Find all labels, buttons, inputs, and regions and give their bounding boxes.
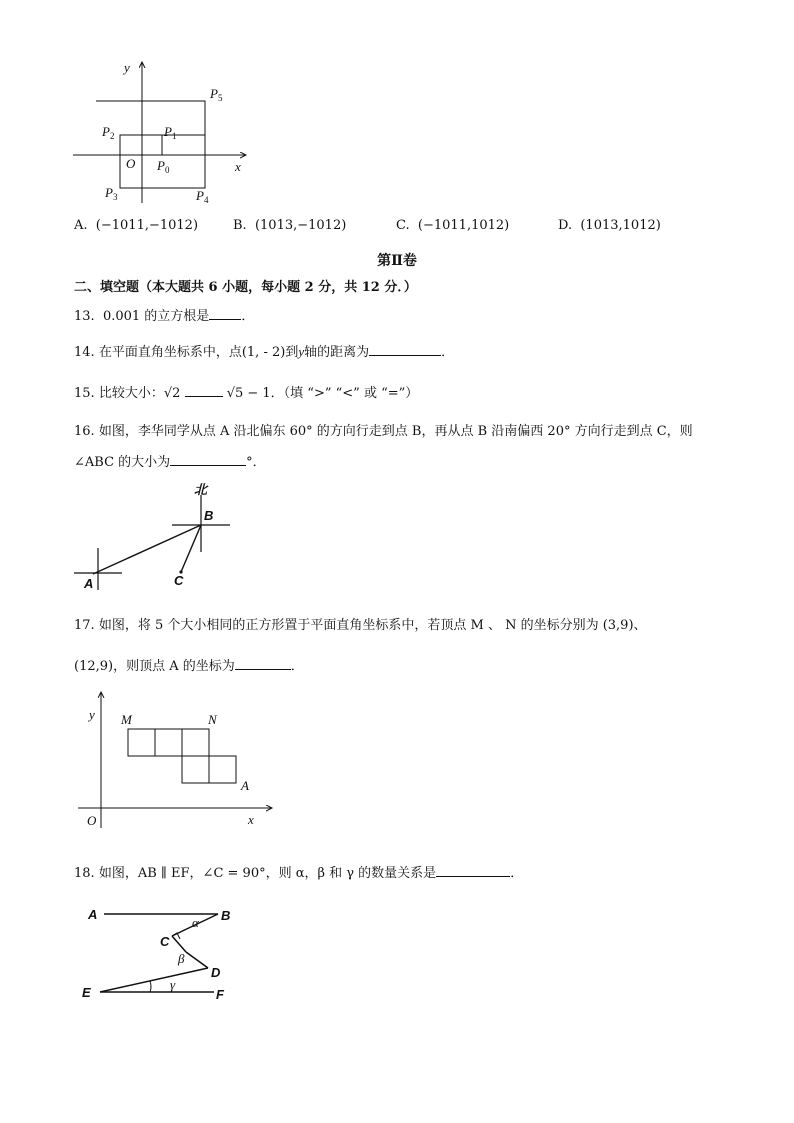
answer-blank[interactable] bbox=[170, 453, 246, 466]
label-p5: $P_5$ bbox=[210, 86, 223, 103]
segment-ed bbox=[100, 968, 208, 992]
answer-blank[interactable] bbox=[436, 864, 510, 877]
q16-direction-figure bbox=[70, 480, 240, 595]
label-b: B bbox=[221, 908, 231, 923]
section-heading: 二、填空题（本大题共 6 小题，每小题 2 分，共 12 分．） bbox=[74, 280, 417, 295]
option-b[interactable]: B. (1013,−1012) bbox=[233, 218, 347, 233]
label-n: N bbox=[208, 712, 217, 727]
question-17-line2: (12,9)，则顶点 A 的坐标为 ． bbox=[74, 659, 304, 674]
label-a: A bbox=[241, 778, 249, 793]
label-x: x bbox=[235, 159, 241, 174]
q17-squares-figure bbox=[78, 688, 278, 833]
q18-parallel-figure bbox=[80, 898, 260, 1008]
answer-blank[interactable] bbox=[185, 384, 223, 397]
question-16-line2: ∠ABC 的大小为 °． bbox=[74, 455, 266, 470]
answer-blank[interactable] bbox=[209, 307, 241, 320]
label-origin: O bbox=[87, 813, 97, 828]
label-north: 北 bbox=[194, 482, 208, 497]
question-15: 15. 比较大小：√2 √5 − 1．（填 “>” “<” 或 “=”） bbox=[74, 386, 419, 401]
question-14: 14. 在平面直角坐标系中，点(1, - 2)到y轴的距离为 ． bbox=[74, 344, 455, 360]
question-17-line1: 17. 如图，将 5 个大小相同的正方形置于平面直角坐标系中，若顶点 M 、 N 的坐标分别为 (3,9)、 bbox=[74, 618, 647, 633]
segment-ab bbox=[93, 525, 201, 574]
answer-blank[interactable] bbox=[369, 343, 441, 356]
label-a: A bbox=[84, 576, 94, 591]
question-18: 18. 如图，AB ∥ EF，∠C = 90°，则 α，β 和 γ 的数量关系是 ． bbox=[74, 866, 524, 881]
label-f: F bbox=[216, 987, 224, 1002]
q12-coordinate-figure bbox=[68, 58, 258, 208]
label-p4: $P_4$ bbox=[196, 188, 209, 205]
question-16-line1: 16. 如图，李华同学从点 A 沿北偏东 60° 的方向行走到点 B，再从点 B 沿南偏西 20° 方向行走到点 C，则 bbox=[74, 424, 693, 439]
label-p3: $P_3$ bbox=[105, 185, 118, 202]
segment-cm bbox=[172, 936, 186, 952]
label-origin: O bbox=[126, 156, 136, 171]
answer-blank[interactable] bbox=[235, 657, 291, 670]
label-m: M bbox=[121, 712, 132, 727]
label-gamma: γ bbox=[170, 977, 176, 992]
label-p1: $P_1$ bbox=[164, 124, 177, 141]
label-a: A bbox=[88, 907, 98, 922]
label-c: C bbox=[174, 573, 184, 588]
segment-md bbox=[186, 952, 208, 968]
spiral-rect-large bbox=[96, 101, 205, 188]
label-b: B bbox=[204, 508, 214, 523]
label-alpha: α bbox=[192, 915, 199, 930]
label-p2: $P_2$ bbox=[102, 124, 115, 141]
label-beta: β bbox=[178, 951, 185, 966]
label-p0: $P_0$ bbox=[157, 158, 170, 175]
label-e: E bbox=[82, 985, 91, 1000]
option-a[interactable]: A. (−1011,−1012) bbox=[74, 218, 199, 233]
question-13: 13. 0.001 的立方根是 ． bbox=[74, 309, 255, 324]
label-y: y bbox=[124, 60, 130, 75]
label-d: D bbox=[211, 965, 221, 980]
option-c[interactable]: C. (−1011,1012) bbox=[396, 218, 510, 233]
label-x: x bbox=[248, 812, 254, 827]
spiral-rect-small bbox=[120, 135, 162, 155]
part-title: 第Ⅱ卷 bbox=[377, 253, 417, 269]
label-c: C bbox=[160, 934, 170, 949]
option-d[interactable]: D. (1013,1012) bbox=[558, 218, 661, 233]
label-y: y bbox=[89, 707, 95, 722]
